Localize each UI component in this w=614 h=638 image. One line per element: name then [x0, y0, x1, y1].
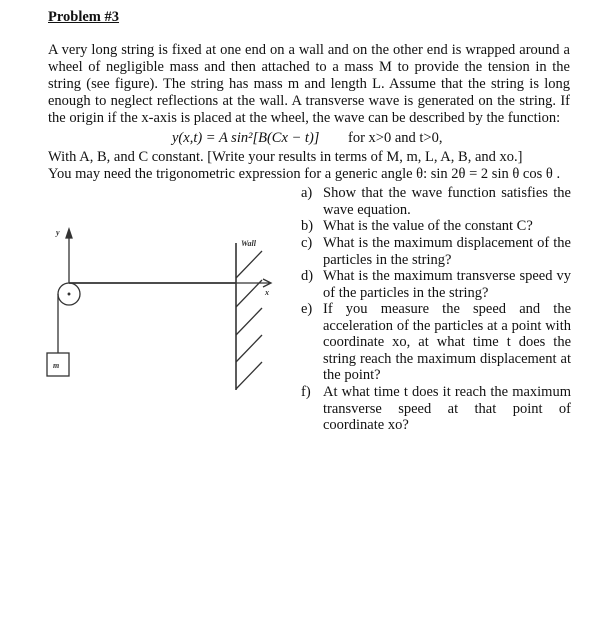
paragraph-line: A very long string is fixed at one end on a wall and on the other end is wrapped around a — [48, 42, 570, 58]
paragraph-line: wheel of negligible mass and then attached to a mass M to provide the tension in the — [48, 59, 570, 75]
mass-label: m — [53, 361, 60, 370]
trig-line: You may need the trigonometric expression for a generic angle θ: sin 2θ = 2 sin θ cos θ . — [48, 166, 561, 182]
question-e: e) If you measure the speed and the acceleration of the particles at a point with coordinate xo, at what time t does the string reach the maximum displacement at the point? — [301, 301, 571, 384]
paragraph-line: string (see figure). The string has mass m and length L. Assume that the string is long — [48, 76, 570, 92]
wall-label: Wall — [241, 239, 256, 248]
question-b: b) What is the value of the constant C? — [301, 218, 533, 234]
problem-title: Problem #3 — [48, 9, 120, 25]
constants-line: With A, B, and C constant. [Write your results in terms of M, m, L, A, B, and xo.] — [48, 149, 523, 165]
paragraph-line: enough to neglect reflections at the wall. A transverse wave is generated on the string. If — [48, 93, 570, 109]
question-f: f) At what time t does it reach the maximum transverse speed at that point of coordinate xo? — [301, 384, 571, 434]
paragraph-line: the origin if the x-axis is placed at the wheel, the wave can be described by the function: — [48, 110, 561, 126]
wave-equation: y(x,t) = A sin²[B(Cx − t)] — [172, 130, 320, 146]
question-c: c) What is the maximum displacement of the particles in the string? — [301, 235, 571, 268]
x-axis-label: x — [265, 288, 269, 297]
equation-condition: for x>0 and t>0, — [348, 130, 443, 146]
y-axis-label: y — [56, 228, 60, 237]
y-axis-arrow — [66, 229, 72, 238]
question-a: a) Show that the wave function satisfies the wave equation. — [301, 185, 571, 218]
question-d: d) What is the maximum transverse speed vy of the particles in the string? — [301, 268, 571, 301]
